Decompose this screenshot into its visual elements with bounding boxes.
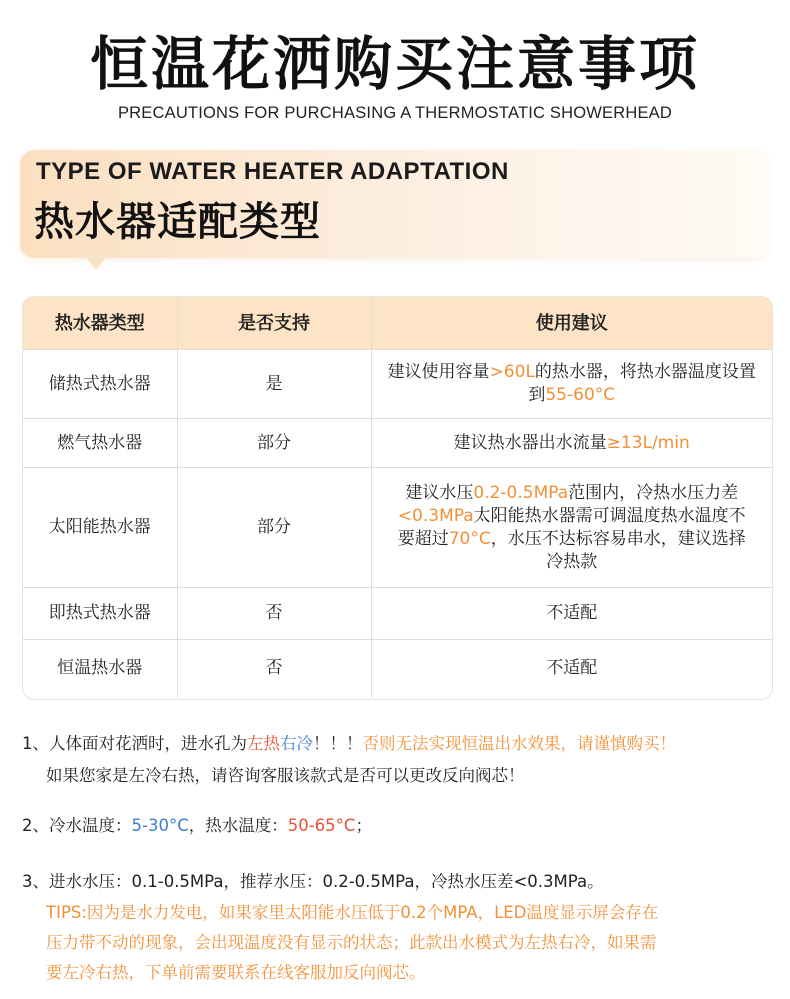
section-title-en: TYPE OF WATER HEATER ADAPTATION <box>36 158 509 185</box>
table-row <box>23 350 772 419</box>
cell-support: 否 <box>177 588 371 640</box>
advice-text: 建议水压 <box>405 482 474 503</box>
table-row <box>23 640 772 698</box>
note-2-hot-range: 50-65°C <box>287 816 356 835</box>
advice-text: 建议使用容量 <box>387 362 490 382</box>
advice-highlight: 55-60°C <box>545 385 616 405</box>
advice-text: 的热水器，将热水器温度设置到 <box>528 362 756 405</box>
note-2-end: ； <box>355 816 372 835</box>
advice-text: 不适配 <box>546 603 598 623</box>
tips-line-3: 要左冷右热，下单前需要联系在线客服加反向阀芯。 <box>46 963 426 982</box>
advice-highlight: ≥13L/min <box>606 432 690 453</box>
advice-text: ，水压不达标容易串水，建议选择冷热款 <box>490 528 746 572</box>
table-row <box>23 588 772 640</box>
note-1 <box>22 730 676 754</box>
section-title-zh: 热水器适配类型 <box>34 199 321 245</box>
note-2 <box>22 812 372 836</box>
note-1-text: 1、人体面对花洒时，进水孔为 <box>22 734 247 753</box>
heater-compat-table <box>22 296 773 700</box>
note-2-text-b: ，热水温度： <box>188 816 288 835</box>
advice-text: 建议热水器出水流量 <box>453 432 607 453</box>
note-1-line2: 如果您家是左冷右热，请咨询客服该款式是否可以更改反向阀芯！ <box>46 766 525 785</box>
table-header-row <box>23 297 772 350</box>
cell-heater-type: 储热式热水器 <box>23 350 177 419</box>
note-2-text: 2、冷水温度： <box>22 816 132 835</box>
cell-advice <box>371 350 772 419</box>
cell-heater-type: 燃气热水器 <box>23 419 177 468</box>
tips-line-1: TIPS:因为是水力发电，如果家里太阳能水压低于0.2个MPA，LED温度显示屏会存在 <box>46 903 659 922</box>
header-heater-type: 热水器类型 <box>23 297 177 350</box>
banner-pointer <box>80 250 112 270</box>
cell-support: 否 <box>177 640 371 698</box>
note-2-cold-range: 5-30°C <box>131 816 189 835</box>
cell-support: 部分 <box>177 468 371 588</box>
advice-highlight: >60L <box>489 362 535 382</box>
cell-heater-type: 即热式热水器 <box>23 588 177 640</box>
note-1-warning: 否则无法实现恒温出水效果，请谨慎购买！ <box>362 734 676 753</box>
cell-advice <box>371 588 772 640</box>
tips-line-2: 压力带不动的现象，会出现温度没有显示的状态；此款出水模式为左热右冷，如果需 <box>46 933 657 952</box>
cell-advice <box>371 419 772 468</box>
advice-highlight: <0.3MPa <box>397 505 474 526</box>
advice-highlight: 0.2-0.5MPa <box>473 482 569 503</box>
note-1-exclaim: ！！！ <box>313 734 363 753</box>
table-row <box>23 468 772 588</box>
advice-text: 范围内，冷热水压力差 <box>568 482 739 503</box>
cell-heater-type: 恒温热水器 <box>23 640 177 698</box>
cell-advice <box>371 468 772 588</box>
header-support: 是否支持 <box>177 297 371 350</box>
cell-heater-type: 太阳能热水器 <box>23 468 177 588</box>
table-row <box>23 419 772 468</box>
note-1-hot: 左热 <box>247 734 280 753</box>
note-3: 3、进水水压：0.1-0.5MPa，推荐水压：0.2-0.5MPa，冷热水压差<0.3MPa。 <box>22 872 604 891</box>
note-1-cold: 右冷 <box>280 734 313 753</box>
advice-highlight: 70°C <box>448 528 491 549</box>
cell-advice <box>371 640 772 698</box>
cell-support: 部分 <box>177 419 371 468</box>
advice-text: 不适配 <box>546 658 598 679</box>
advice-text: 太阳能热水器需可调温度热水温度不要超过 <box>397 505 746 549</box>
cell-support: 是 <box>177 350 371 419</box>
header-advice: 使用建议 <box>371 297 772 350</box>
page-subtitle: PRECAUTIONS FOR PURCHASING A THERMOSTATIC SHOWERHEAD <box>117 104 673 122</box>
page-title: 恒温花洒购买注意事项 <box>89 30 700 98</box>
